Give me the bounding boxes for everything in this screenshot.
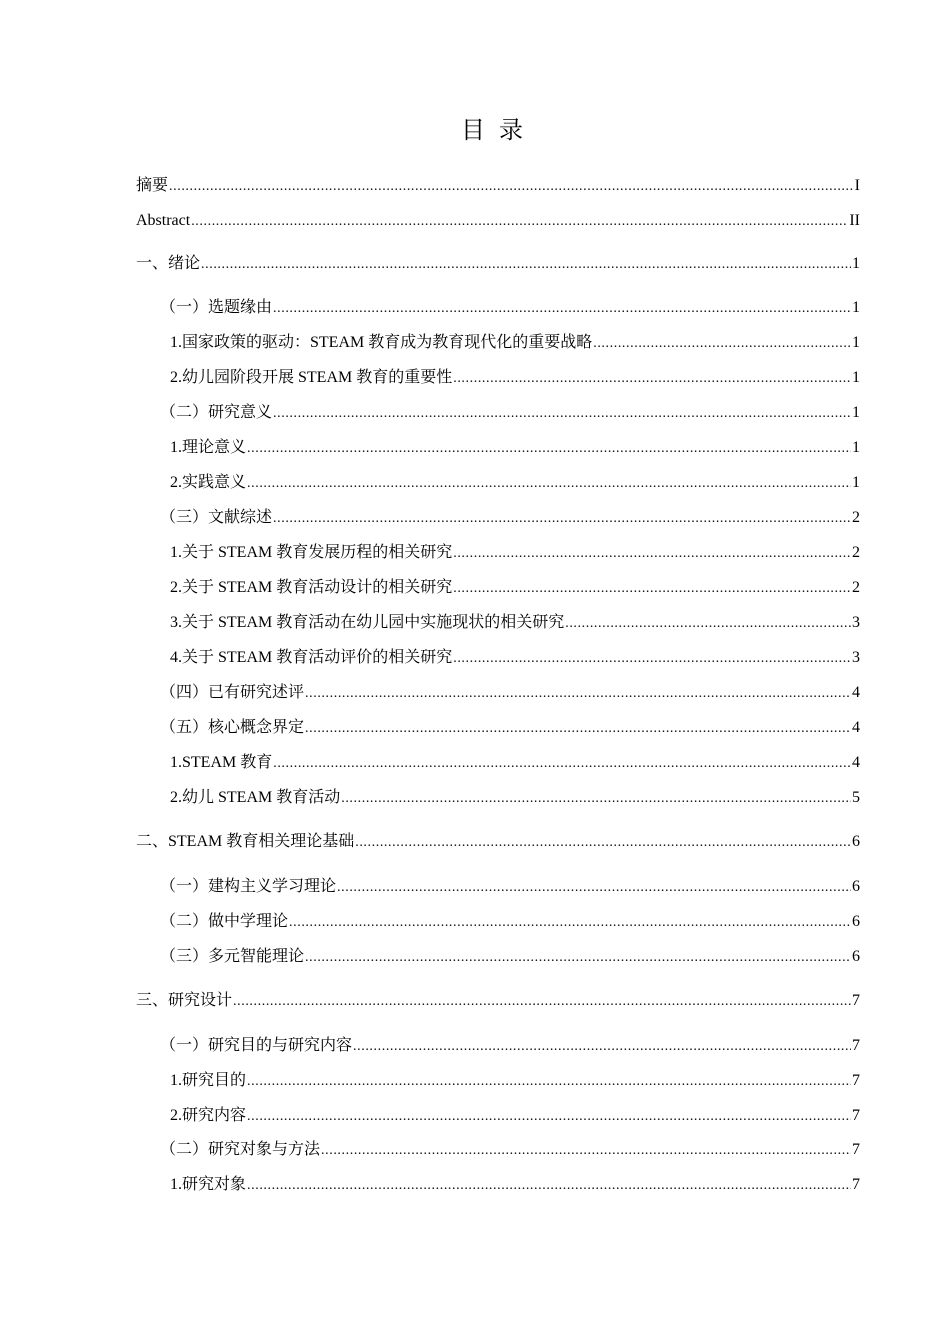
toc-entry-page-number: 7 (852, 1141, 860, 1158)
toc-dot-leader (247, 1174, 851, 1198)
toc-dot-leader (305, 682, 851, 706)
toc-entry[interactable] (160, 1138, 860, 1162)
toc-entry-page-number: 6 (852, 833, 860, 850)
toc-entry-label: 2.研究内容 (170, 1107, 247, 1124)
toc-entry-page-number: 1 (852, 369, 860, 386)
toc-entry-page-number: 1 (852, 255, 860, 272)
toc-entry[interactable] (160, 875, 860, 899)
toc-entry[interactable] (160, 506, 860, 530)
toc-entry-label: Abstract (136, 212, 191, 229)
toc-entry-label: 2.关于 STEAM 教育活动设计的相关研究 (170, 579, 453, 596)
toc-entry-page-number: I (854, 177, 860, 194)
toc-entry-page-number: 1 (852, 299, 860, 316)
toc-dot-leader (247, 1105, 851, 1129)
toc-dot-leader (247, 1070, 851, 1094)
toc-entry-page-number: 7 (852, 1072, 860, 1089)
toc-entry-page-number: 7 (852, 992, 860, 1009)
toc-dot-leader (355, 831, 851, 855)
toc-entry-page-number: 6 (852, 878, 860, 895)
toc-entry[interactable] (136, 209, 860, 233)
toc-dot-leader (273, 402, 851, 426)
toc-entry-label: 二、STEAM 教育相关理论基础 (136, 833, 355, 850)
toc-entry-label: 1.STEAM 教育 (170, 754, 273, 771)
toc-entry[interactable] (170, 436, 860, 460)
toc-entry-page-number: 1 (852, 439, 860, 456)
toc-entry-page-number: 4 (852, 754, 860, 771)
toc-entry[interactable] (170, 646, 860, 670)
toc-entry-page-number: 5 (852, 789, 860, 806)
toc-entry[interactable] (160, 401, 860, 425)
toc-dot-leader (273, 507, 851, 531)
toc-entry[interactable] (160, 910, 860, 934)
toc-dot-leader (305, 946, 851, 970)
toc-entry-page-number: II (849, 212, 860, 229)
toc-dot-leader (453, 647, 851, 671)
toc-entry-page-number: 1 (852, 404, 860, 421)
toc-dot-leader (289, 911, 851, 935)
toc-title: 目录 (461, 116, 537, 144)
toc-entry-page-number: 3 (852, 614, 860, 631)
toc-dot-leader (453, 542, 851, 566)
toc-dot-leader (191, 210, 848, 234)
toc-entry-label: 1.国家政策的驱动：STEAM 教育成为教育现代化的重要战略 (170, 334, 593, 351)
toc-dot-leader (273, 752, 851, 776)
toc-entry[interactable] (170, 471, 860, 495)
toc-dot-leader (273, 297, 851, 321)
toc-entry-label: 1.关于 STEAM 教育发展历程的相关研究 (170, 544, 453, 561)
toc-entry[interactable] (170, 366, 860, 390)
toc-entry-label: （一）建构主义学习理论 (160, 878, 337, 895)
toc-entry-page-number: 7 (852, 1176, 860, 1193)
toc-entry-page-number: 2 (852, 544, 860, 561)
toc-entry[interactable] (170, 611, 860, 635)
toc-dot-leader (201, 253, 851, 277)
toc-entry-label: 1.研究目的 (170, 1072, 247, 1089)
toc-entry-page-number: 2 (852, 509, 860, 526)
toc-entry[interactable] (160, 716, 860, 740)
toc-dot-leader (565, 612, 851, 636)
toc-entry[interactable] (170, 786, 860, 810)
toc-entry-page-number: 6 (852, 948, 860, 965)
toc-entry-label: 一、绪论 (136, 255, 201, 272)
toc-entry[interactable] (170, 1104, 860, 1128)
toc-entry-label: （五）核心概念界定 (160, 719, 305, 736)
toc-entry-page-number: 3 (852, 649, 860, 666)
toc-entry[interactable] (136, 174, 860, 198)
toc-entry-label: （二）做中学理论 (160, 913, 289, 930)
toc-dot-leader (593, 332, 851, 356)
toc-entry-page-number: 4 (852, 684, 860, 701)
toc-dot-leader (233, 990, 851, 1014)
toc-entry-label: （二）研究对象与方法 (160, 1141, 321, 1158)
toc-entry-label: （四）已有研究述评 (160, 684, 305, 701)
toc-dot-leader (337, 876, 851, 900)
toc-dot-leader (341, 787, 851, 811)
toc-entry[interactable] (160, 945, 860, 969)
toc-entry[interactable] (170, 1069, 860, 1093)
toc-entry-page-number: 6 (852, 913, 860, 930)
toc-dot-leader (321, 1139, 851, 1163)
toc-entry[interactable] (170, 751, 860, 775)
toc-entry-page-number: 7 (852, 1037, 860, 1054)
toc-entry-label: 1.理论意义 (170, 439, 247, 456)
toc-entry-label: 4.关于 STEAM 教育活动评价的相关研究 (170, 649, 453, 666)
toc-entry-label: 2.实践意义 (170, 474, 247, 491)
toc-entry[interactable] (136, 989, 860, 1013)
toc-entry-label: （一）选题缘由 (160, 299, 273, 316)
toc-entry-label: 3.关于 STEAM 教育活动在幼儿园中实施现状的相关研究 (170, 614, 565, 631)
toc-dot-leader (169, 175, 854, 199)
toc-entry-label: （三）多元智能理论 (160, 948, 305, 965)
toc-entry[interactable] (170, 1173, 860, 1197)
toc-dot-leader (353, 1035, 851, 1059)
toc-entry-page-number: 1 (852, 334, 860, 351)
toc-entry-label: 1.研究对象 (170, 1176, 247, 1193)
toc-entry-label: 摘要 (136, 177, 169, 194)
toc-entry-label: （二）研究意义 (160, 404, 273, 421)
toc-entry[interactable] (160, 681, 860, 705)
toc-entry[interactable] (170, 541, 860, 565)
toc-entry-label: （三）文献综述 (160, 509, 273, 526)
toc-entry[interactable] (170, 331, 860, 355)
toc-entry-label: 2.幼儿园阶段开展 STEAM 教育的重要性 (170, 369, 453, 386)
toc-dot-leader (247, 472, 851, 496)
toc-entry[interactable] (160, 296, 860, 320)
toc-dot-leader (305, 717, 851, 741)
toc-entry-page-number: 2 (852, 579, 860, 596)
toc-dot-leader (453, 367, 851, 391)
toc-entry-label: （一）研究目的与研究内容 (160, 1037, 353, 1054)
toc-entry-label: 2.幼儿 STEAM 教育活动 (170, 789, 341, 806)
toc-entry-page-number: 4 (852, 719, 860, 736)
toc-entry[interactable] (170, 576, 860, 600)
toc-dot-leader (453, 577, 851, 601)
toc-entry[interactable] (136, 830, 860, 854)
toc-entry[interactable] (136, 252, 860, 276)
toc-entry-label: 三、研究设计 (136, 992, 233, 1009)
toc-entry-page-number: 7 (852, 1107, 860, 1124)
toc-entry[interactable] (160, 1034, 860, 1058)
toc-entry-page-number: 1 (852, 474, 860, 491)
toc-dot-leader (247, 437, 851, 461)
